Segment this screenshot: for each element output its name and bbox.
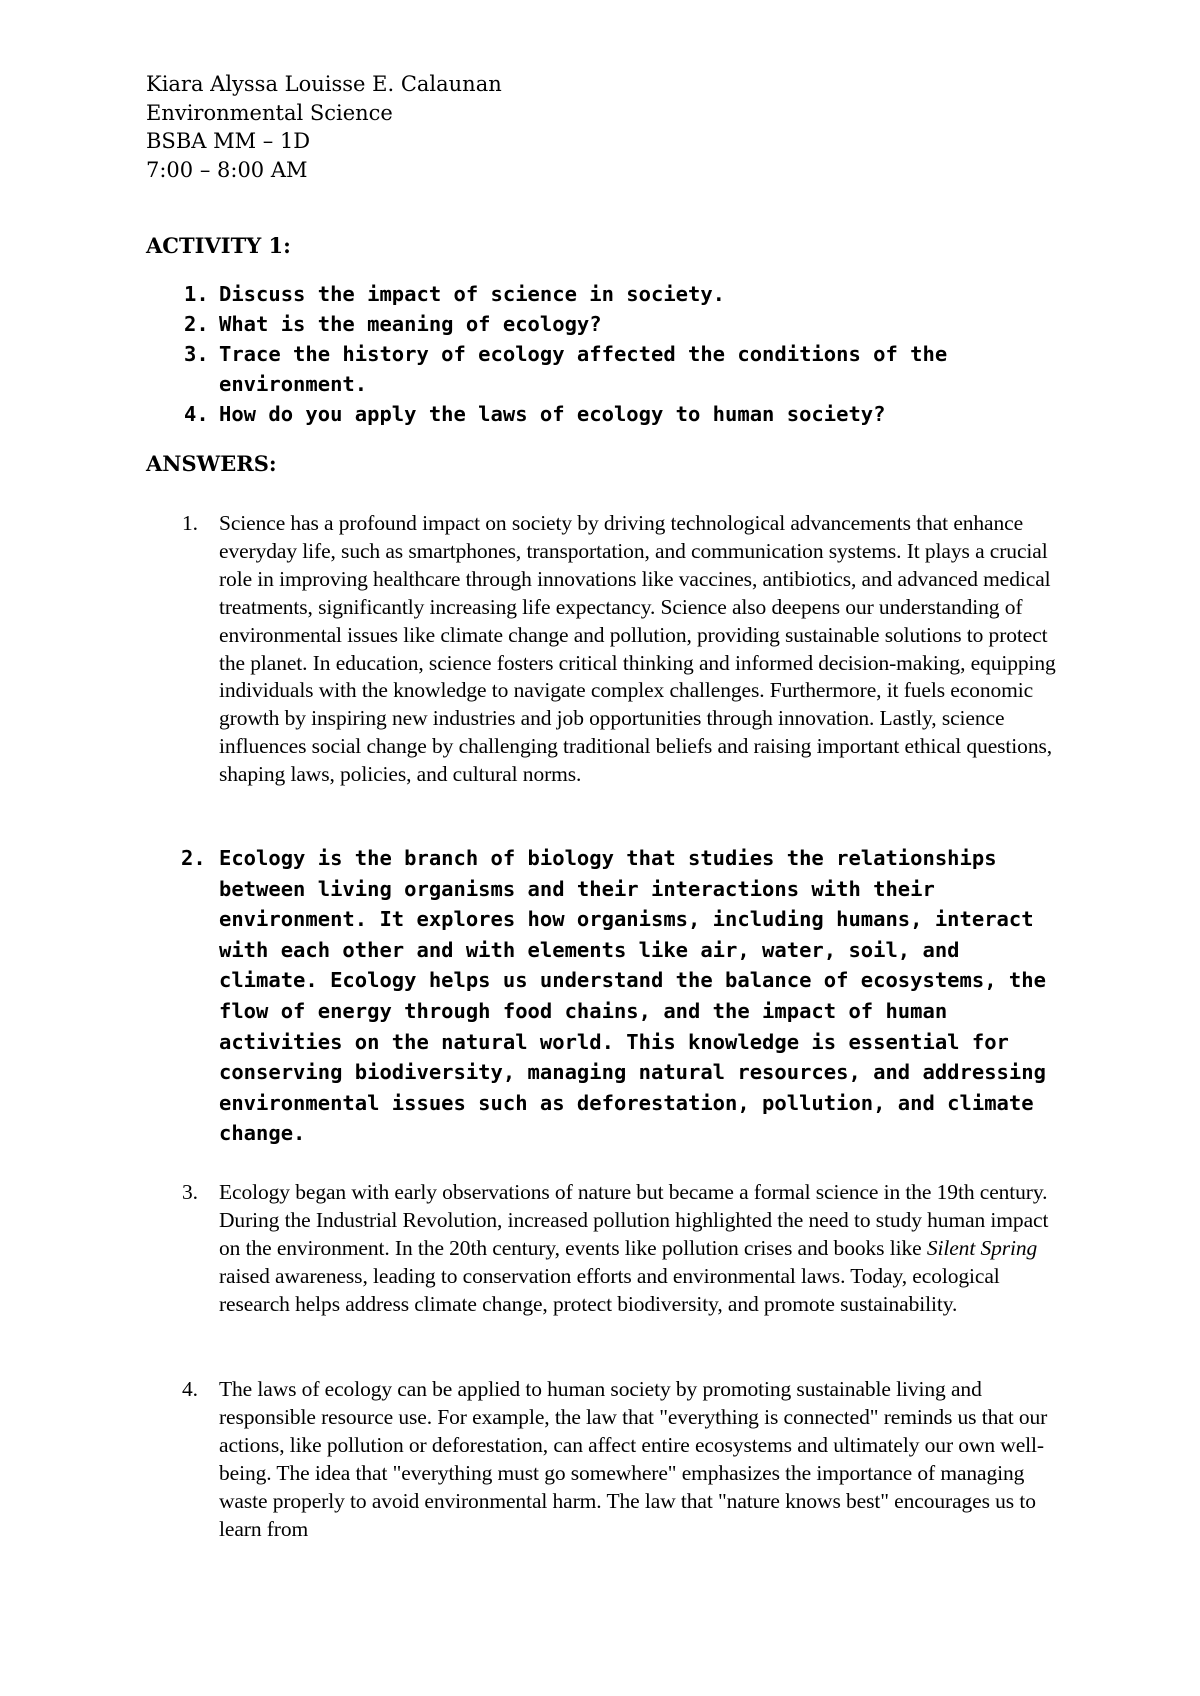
- question-number: 4.: [184, 402, 209, 426]
- question-number: 2.: [184, 312, 209, 336]
- answer-item: [182, 1179, 1069, 1319]
- answer-text-part: Ecology began with early observations of nature but became a formal science in the 19th century. During the Industrial Revolution, increased pollution highlighted the need to study human impact on the environment. In the 20th century, events like pollution crises and books like: [219, 1180, 1049, 1260]
- question-list: [146, 279, 1026, 429]
- question-text: Discuss the impact of science in society.: [219, 282, 726, 306]
- class-time: 7:00 – 8:00 AM: [146, 157, 308, 182]
- answer-number: 1.: [182, 511, 198, 535]
- question-number: 3.: [184, 342, 209, 366]
- answer-text: Ecology is the branch of biology that studies the relationships between living organisms and their interactions with their environment. It explores how organisms, including humans, interact with each other and with elements like air, water, soil, and climate. Ecology helps us understand the balance of ecosystems, the flow of energy through food chains, and the impact of human activities on the natural world. This knowledge is essential for conserving biodiversity, managing natural resources, and addressing environmental issues such as deforestation, pollution, and climate change.: [219, 846, 1046, 1146]
- book-title: Silent Spring: [926, 1235, 1038, 1260]
- answer-number: 3.: [182, 1180, 198, 1204]
- answer-number: 4.: [182, 1377, 198, 1401]
- answer-text: [219, 1179, 1069, 1319]
- question-text: How do you apply the laws of ecology to human society?: [219, 402, 886, 426]
- answer-item: [182, 1376, 1069, 1543]
- subject-name: Environmental Science: [146, 100, 393, 125]
- question-number: 1.: [184, 282, 209, 306]
- question-text: What is the meaning of ecology?: [219, 312, 602, 336]
- answer-item: [182, 510, 1069, 789]
- answer-item: [181, 843, 1069, 1149]
- answer-text: The laws of ecology can be applied to human society by promoting sustainable living and responsible resource use. For example, the law that "everything is connected" reminds us that our actions, like pollution or deforestation, can affect entire ecosystems and ultimately our own well-being. The idea that "everything must go somewhere" emphasizes the importance of managing waste properly to avoid environmental harm. The law that "nature knows best" encourages us to learn from: [219, 1377, 1048, 1541]
- question-item: [146, 399, 1026, 429]
- document-header: [146, 70, 502, 184]
- answers-title: ANSWERS:: [146, 451, 277, 476]
- student-name: Kiara Alyssa Louisse E. Calaunan: [146, 72, 502, 96]
- answer-text-part: raised awareness, leading to conservation efforts and environmental laws. Today, ecological research helps address climate change, protect biodiversity, and promote sustainability.: [219, 1263, 1000, 1316]
- answer-number: 2.: [181, 846, 206, 870]
- question-item: [146, 339, 1026, 399]
- answer-text: Science has a profound impact on society by driving technological advancements that enhance everyday life, such as smartphones, transportation, and communication systems. It plays a crucial role in improving healthcare through innovations like vaccines, antibiotics, and advanced medical treatments, significantly increasing life expectancy. Science also deepens our understanding of environmental issues like climate change and pollution, providing sustainable solutions to protect the planet. In education, science fosters critical thinking and informed decision-making, equipping individuals with the knowledge to navigate complex challenges. Furthermore, it fuels economic growth by inspiring new industries and job opportunities through innovation. Lastly, science influences social change by challenging traditional beliefs and raising important ethical questions, shaping laws, policies, and cultural norms.: [219, 511, 1056, 787]
- class-section: BSBA MM – 1D: [146, 129, 311, 153]
- question-text: Trace the history of ecology affected the conditions of the environment.: [219, 342, 948, 396]
- activity-title: ACTIVITY 1:: [146, 233, 291, 258]
- question-item: [146, 309, 1026, 339]
- question-item: [146, 279, 1026, 309]
